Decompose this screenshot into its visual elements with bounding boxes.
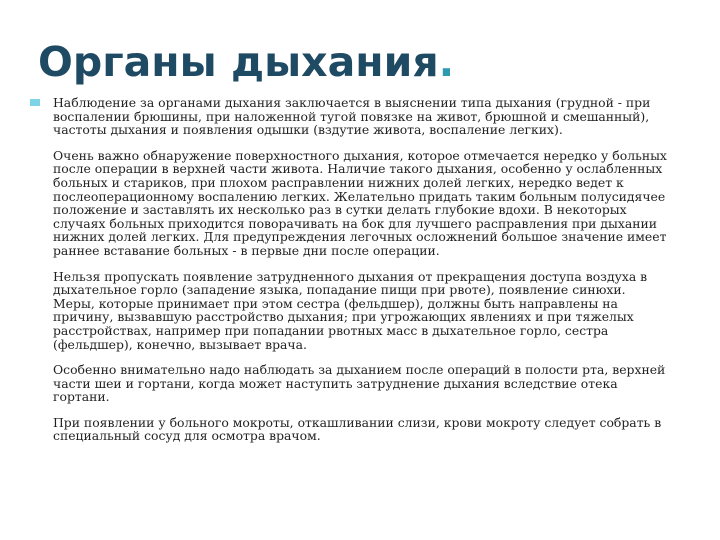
slide-title-dot: . xyxy=(438,38,455,86)
paragraph-shallow-breathing: Очень важно обнаружение поверхностного дыхания, которое отмечается нередко у больных после операции в верхней части живота. Наличие такого дыхания, особенно у ослабленных больных и стариков, при плохом расправлении нижних долей легких, нередко ведет к послеоперационному воспалению легких. Желательно придать таким больным полусидячее положение и заставлять их несколько раз в сутки делать глубокие вдохи. В некоторых случаях больных приходится поворачивать на бок для лучшего расправления при дыхании нижних долей легких. Для предупреждения легочных осложнений большое значение имеет раннее вставание больных - в первые дни после операции. xyxy=(53,147,667,258)
bullet-paragraph: Наблюдение за органами дыхания заключается в выяснении типа дыхания (грудной - при воспалении брюшины, при наложенной тугой повязке на живот, брюшной и смешанный), частоты дыхания и появления одышки (вздутие живота, воспаление легких). xyxy=(53,95,651,138)
bullet-item xyxy=(30,96,670,149)
paragraph-sputum-collection: При появлении у больного мокроты, откашливании слизи, крови мокроту следует собрать в специальный сосуд для осмотра врачом. xyxy=(53,414,662,444)
slide-title xyxy=(38,34,454,90)
slide-title-text: Органы дыхания xyxy=(38,38,439,86)
slide-body xyxy=(30,96,670,455)
paragraph-obstructed-breathing: Нельзя пропускать появление затрудненного дыхания от прекращения доступа воздуха в дыхательное горло (западение языка, попадание пищи при рвоте), появление синюхи. Меры, которые принимает при этом сестра (фельдшер), должны быть направлены на причину, вызвавшую расстройство дыхания; при угрожающих явлениях и при тяжелых расстройствах, например при попадании рвотных масс в дыхательное горло, сестра (фельдшер), конечно, вызывает врача. xyxy=(53,268,648,352)
paragraph-post-surgery-observation: Особенно внимательно надо наблюдать за дыханием после операций в полости рта, верхней части шеи и гортани, когда может наступить затруднение дыхания вследствие отека гортани. xyxy=(53,362,666,405)
bullet-marker-icon xyxy=(30,99,40,106)
